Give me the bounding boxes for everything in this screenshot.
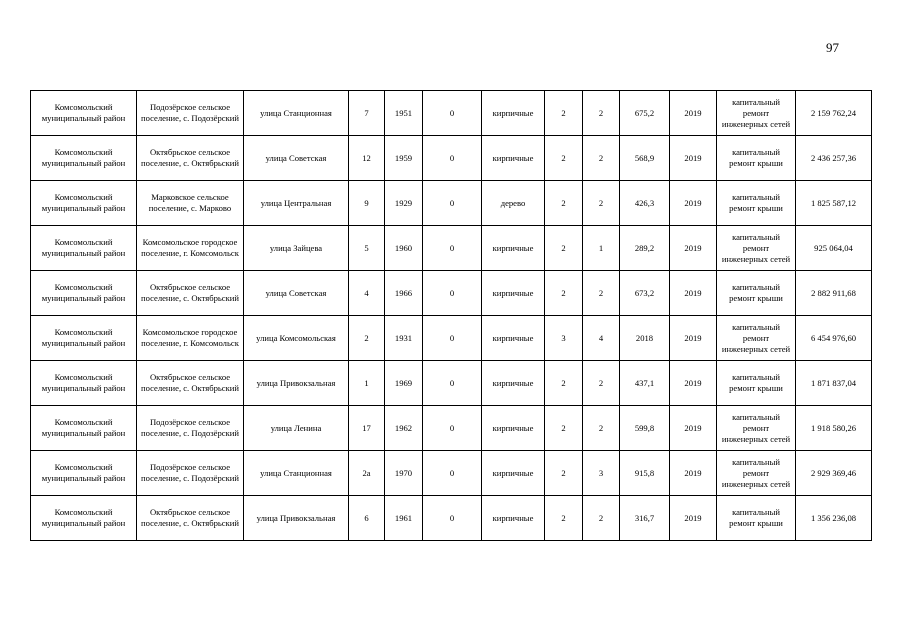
house-number-cell: 12 xyxy=(349,136,385,181)
work-type-cell: капитальный ремонт инженерных сетей xyxy=(717,226,796,271)
street-cell: улица Советская xyxy=(244,136,349,181)
wall-material-cell: кирпичные xyxy=(482,451,545,496)
zero-cell: 0 xyxy=(423,496,482,541)
zero-cell: 0 xyxy=(423,181,482,226)
entrances-cell: 2 xyxy=(583,361,620,406)
area-cell: 568,9 xyxy=(620,136,670,181)
table-row xyxy=(31,226,872,271)
area-cell: 316,7 xyxy=(620,496,670,541)
floors-cell: 2 xyxy=(545,361,583,406)
zero-cell: 0 xyxy=(423,136,482,181)
street-cell: улица Центральная xyxy=(244,181,349,226)
floors-cell: 2 xyxy=(545,496,583,541)
plan-year-cell: 2019 xyxy=(670,451,717,496)
entrances-cell: 2 xyxy=(583,496,620,541)
housing-repair-table xyxy=(30,90,872,541)
year-built-cell: 1961 xyxy=(385,496,423,541)
cost-cell: 2 159 762,24 xyxy=(796,91,872,136)
entrances-cell: 2 xyxy=(583,181,620,226)
zero-cell: 0 xyxy=(423,361,482,406)
table-row xyxy=(31,451,872,496)
street-cell: улица Советская xyxy=(244,271,349,316)
house-number-cell: 2а xyxy=(349,451,385,496)
plan-year-cell: 2019 xyxy=(670,316,717,361)
plan-year-cell: 2019 xyxy=(670,271,717,316)
cost-cell: 1 356 236,08 xyxy=(796,496,872,541)
floors-cell: 2 xyxy=(545,406,583,451)
year-built-cell: 1931 xyxy=(385,316,423,361)
cost-cell: 925 064,04 xyxy=(796,226,872,271)
street-cell: улица Станционная xyxy=(244,91,349,136)
district-cell: Комсомольский муниципальный район xyxy=(31,181,137,226)
house-number-cell: 1 xyxy=(349,361,385,406)
street-cell: улица Привокзальная xyxy=(244,361,349,406)
entrances-cell: 2 xyxy=(583,406,620,451)
floors-cell: 2 xyxy=(545,271,583,316)
work-type-cell: капитальный ремонт крыши xyxy=(717,136,796,181)
wall-material-cell: кирпичные xyxy=(482,406,545,451)
wall-material-cell: кирпичные xyxy=(482,316,545,361)
house-number-cell: 2 xyxy=(349,316,385,361)
year-built-cell: 1951 xyxy=(385,91,423,136)
plan-year-cell: 2019 xyxy=(670,136,717,181)
table-row xyxy=(31,496,872,541)
year-built-cell: 1959 xyxy=(385,136,423,181)
year-built-cell: 1966 xyxy=(385,271,423,316)
district-cell: Комсомольский муниципальный район xyxy=(31,406,137,451)
floors-cell: 3 xyxy=(545,316,583,361)
wall-material-cell: кирпичные xyxy=(482,496,545,541)
work-type-cell: капитальный ремонт инженерных сетей xyxy=(717,91,796,136)
floors-cell: 2 xyxy=(545,136,583,181)
work-type-cell: капитальный ремонт крыши xyxy=(717,181,796,226)
street-cell: улица Станционная xyxy=(244,451,349,496)
year-built-cell: 1960 xyxy=(385,226,423,271)
zero-cell: 0 xyxy=(423,451,482,496)
street-cell: улица Привокзальная xyxy=(244,496,349,541)
floors-cell: 2 xyxy=(545,226,583,271)
house-number-cell: 6 xyxy=(349,496,385,541)
entrances-cell: 2 xyxy=(583,136,620,181)
table-body xyxy=(31,91,872,541)
district-cell: Комсомольский муниципальный район xyxy=(31,496,137,541)
entrances-cell: 2 xyxy=(583,91,620,136)
area-cell: 599,8 xyxy=(620,406,670,451)
year-built-cell: 1929 xyxy=(385,181,423,226)
settlement-cell: Комсомольское городское поселение, г. Комсомольск xyxy=(137,226,244,271)
work-type-cell: капитальный ремонт крыши xyxy=(717,271,796,316)
settlement-cell: Октябрьское сельское поселение, с. Октябрьский xyxy=(137,496,244,541)
plan-year-cell: 2019 xyxy=(670,91,717,136)
table-row xyxy=(31,91,872,136)
table-row xyxy=(31,271,872,316)
entrances-cell: 2 xyxy=(583,271,620,316)
district-cell: Комсомольский муниципальный район xyxy=(31,361,137,406)
table-row xyxy=(31,406,872,451)
zero-cell: 0 xyxy=(423,271,482,316)
settlement-cell: Марковское сельское поселение, с. Марково xyxy=(137,181,244,226)
floors-cell: 2 xyxy=(545,91,583,136)
work-type-cell: капитальный ремонт инженерных сетей xyxy=(717,316,796,361)
work-type-cell: капитальный ремонт инженерных сетей xyxy=(717,451,796,496)
district-cell: Комсомольский муниципальный район xyxy=(31,136,137,181)
settlement-cell: Подозёрское сельское поселение, с. Подозёрский xyxy=(137,451,244,496)
settlement-cell: Подозёрское сельское поселение, с. Подозёрский xyxy=(137,406,244,451)
wall-material-cell: кирпичные xyxy=(482,361,545,406)
floors-cell: 2 xyxy=(545,451,583,496)
wall-material-cell: кирпичные xyxy=(482,91,545,136)
year-built-cell: 1962 xyxy=(385,406,423,451)
work-type-cell: капитальный ремонт крыши xyxy=(717,496,796,541)
district-cell: Комсомольский муниципальный район xyxy=(31,226,137,271)
area-cell: 675,2 xyxy=(620,91,670,136)
house-number-cell: 4 xyxy=(349,271,385,316)
zero-cell: 0 xyxy=(423,91,482,136)
zero-cell: 0 xyxy=(423,316,482,361)
wall-material-cell: кирпичные xyxy=(482,271,545,316)
entrances-cell: 4 xyxy=(583,316,620,361)
plan-year-cell: 2019 xyxy=(670,226,717,271)
table-row xyxy=(31,136,872,181)
zero-cell: 0 xyxy=(423,226,482,271)
settlement-cell: Подозёрское сельское поселение, с. Подозёрский xyxy=(137,91,244,136)
area-cell: 2018 xyxy=(620,316,670,361)
cost-cell: 1 918 580,26 xyxy=(796,406,872,451)
cost-cell: 1 825 587,12 xyxy=(796,181,872,226)
work-type-cell: капитальный ремонт крыши xyxy=(717,361,796,406)
table-row xyxy=(31,316,872,361)
house-number-cell: 9 xyxy=(349,181,385,226)
street-cell: улица Зайцева xyxy=(244,226,349,271)
cost-cell: 2 929 369,46 xyxy=(796,451,872,496)
plan-year-cell: 2019 xyxy=(670,361,717,406)
house-number-cell: 7 xyxy=(349,91,385,136)
settlement-cell: Комсомольское городское поселение, г. Комсомольск xyxy=(137,316,244,361)
page-number: 97 xyxy=(826,40,839,55)
cost-cell: 2 436 257,36 xyxy=(796,136,872,181)
house-number-cell: 17 xyxy=(349,406,385,451)
plan-year-cell: 2019 xyxy=(670,181,717,226)
settlement-cell: Октябрьское сельское поселение, с. Октябрьский xyxy=(137,136,244,181)
district-cell: Комсомольский муниципальный район xyxy=(31,91,137,136)
area-cell: 437,1 xyxy=(620,361,670,406)
district-cell: Комсомольский муниципальный район xyxy=(31,451,137,496)
settlement-cell: Октябрьское сельское поселение, с. Октябрьский xyxy=(137,271,244,316)
cost-cell: 1 871 837,04 xyxy=(796,361,872,406)
plan-year-cell: 2019 xyxy=(670,496,717,541)
area-cell: 289,2 xyxy=(620,226,670,271)
zero-cell: 0 xyxy=(423,406,482,451)
work-type-cell: капитальный ремонт инженерных сетей xyxy=(717,406,796,451)
cost-cell: 2 882 911,68 xyxy=(796,271,872,316)
wall-material-cell: кирпичные xyxy=(482,136,545,181)
wall-material-cell: кирпичные xyxy=(482,226,545,271)
area-cell: 915,8 xyxy=(620,451,670,496)
entrances-cell: 1 xyxy=(583,226,620,271)
year-built-cell: 1969 xyxy=(385,361,423,406)
area-cell: 426,3 xyxy=(620,181,670,226)
entrances-cell: 3 xyxy=(583,451,620,496)
wall-material-cell: дерево xyxy=(482,181,545,226)
district-cell: Комсомольский муниципальный район xyxy=(31,316,137,361)
year-built-cell: 1970 xyxy=(385,451,423,496)
cost-cell: 6 454 976,60 xyxy=(796,316,872,361)
table-row xyxy=(31,361,872,406)
plan-year-cell: 2019 xyxy=(670,406,717,451)
settlement-cell: Октябрьское сельское поселение, с. Октябрьский xyxy=(137,361,244,406)
district-cell: Комсомольский муниципальный район xyxy=(31,271,137,316)
house-number-cell: 5 xyxy=(349,226,385,271)
floors-cell: 2 xyxy=(545,181,583,226)
table-row xyxy=(31,181,872,226)
area-cell: 673,2 xyxy=(620,271,670,316)
street-cell: улица Ленина xyxy=(244,406,349,451)
street-cell: улица Комсомольская xyxy=(244,316,349,361)
